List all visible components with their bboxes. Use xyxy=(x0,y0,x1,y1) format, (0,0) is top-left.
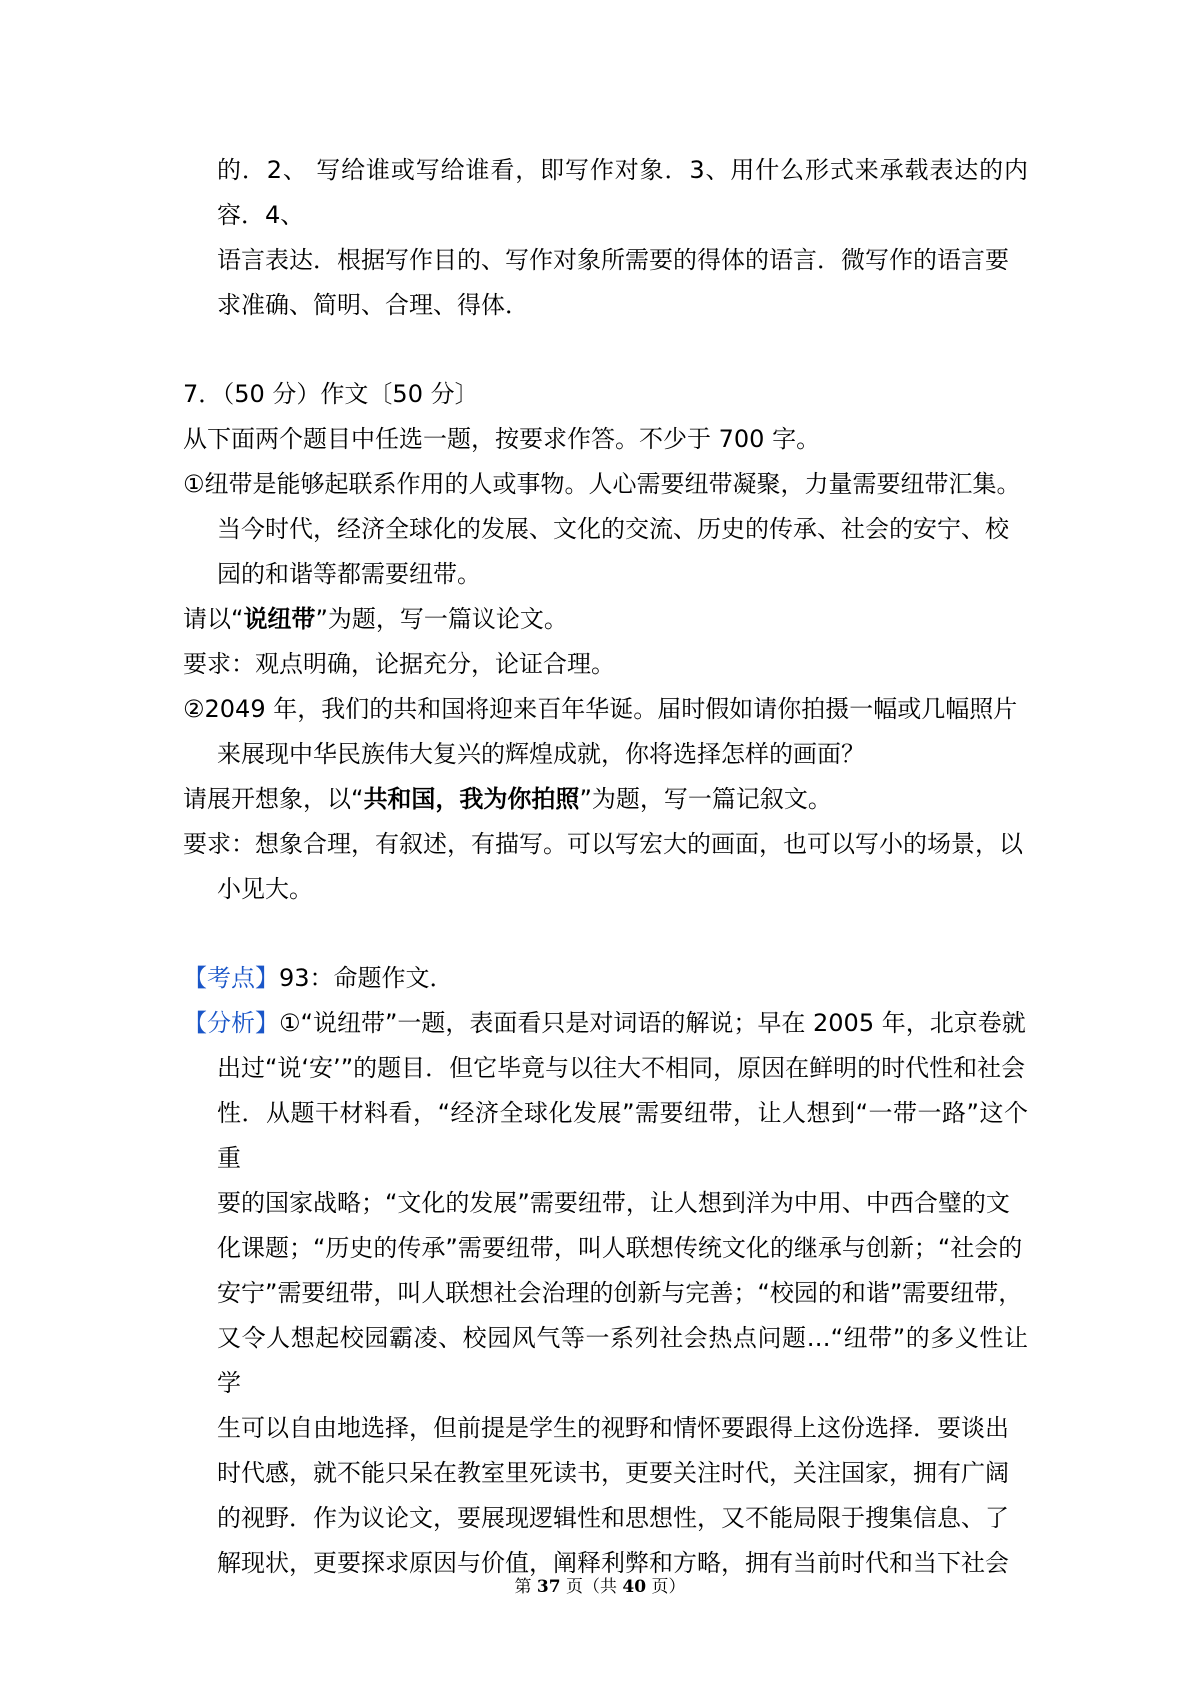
fenxi-line: 性．从题干材料看，“经济全球化发展”需要纽带，让人想到“一带一路”这个重 xyxy=(217,1099,1028,1172)
fenxi-label: 【分析】 xyxy=(183,1009,279,1037)
fenxi-body xyxy=(183,1046,1028,1586)
kaodian-line xyxy=(183,956,1028,1001)
topic1-requirement: 要求：观点明确，论据充分，论证合理。 xyxy=(183,650,615,678)
question-heading: 7．（50 分）作文〔50 分〕 xyxy=(183,380,479,408)
intro-line-2: 语言表达．根据写作目的、写作对象所需要的得体的语言．微写作的语言要 xyxy=(217,246,1009,274)
fenxi-line: 的视野．作为议论文，要展现逻辑性和思想性，又不能局限于搜集信息、了 xyxy=(217,1504,1009,1532)
topic2-prompt-after: ”为题，写一篇记叙文。 xyxy=(579,785,832,813)
footer-current-page: 37 xyxy=(536,1577,561,1597)
kaodian-text: 93：命题作文． xyxy=(279,964,454,992)
topic1-prompt-after: ”为题，写一篇议论文。 xyxy=(315,605,568,633)
fenxi-first-text: ①“说纽带”一题，表面看只是对词语的解说；早在 2005 年，北京卷就 xyxy=(279,1009,1026,1037)
topic1-prompt-before: 请以“ xyxy=(183,605,244,633)
fenxi-line: 又令人想起校园霸凌、校园风气等一系列社会热点问题…“纽带”的多义性让学 xyxy=(217,1324,1028,1397)
page-content xyxy=(183,148,1028,1586)
topic2-line-1: ②2049 年，我们的共和国将迎来百年华诞。届时假如请你拍摄一幅或几幅照片 xyxy=(183,695,1018,723)
intro-line-3: 求准确、简明、合理、得体． xyxy=(217,291,529,319)
question-instruction: 从下面两个题目中任选一题，按要求作答。不少于 700 字。 xyxy=(183,425,821,453)
topic2-line-2: 来展现中华民族伟大复兴的辉煌成就，你将选择怎样的画面？ xyxy=(217,740,865,768)
fenxi-line: 时代感，就不能只呆在教室里死读书，更要关注时代，关注国家，拥有广阔 xyxy=(217,1459,1009,1487)
topic2-requirement-line-2: 小见大。 xyxy=(217,875,313,903)
footer-total-pages: 40 xyxy=(622,1577,647,1597)
fenxi-line: 解现状，更要探求原因与价值，阐释利弊和方略，拥有当前时代和当下社会 xyxy=(217,1549,1009,1577)
footer-suffix: 页） xyxy=(646,1577,686,1597)
kaodian-label: 【考点】 xyxy=(183,964,279,992)
topic2-prompt-title: 共和国，我为你拍照 xyxy=(363,785,580,813)
intro-line-1: 的．2、 写给谁或写给谁看，即写作对象．3、用什么形式来承载表达的内容．4、 xyxy=(217,156,1028,229)
fenxi-line: 化课题；“历史的传承”需要纽带，叫人联想传统文化的继承与创新；“社会的 xyxy=(217,1234,1023,1262)
topic2-prompt xyxy=(183,777,1028,822)
topic1-line-2: 当今时代，经济全球化的发展、文化的交流、历史的传承、社会的安宁、校 xyxy=(217,515,1009,543)
topic2-prompt-before: 请展开想象，以“ xyxy=(183,785,364,813)
spacer xyxy=(183,328,1028,372)
topic2-requirement-line-1: 要求：想象合理，有叙述，有描写。可以写宏大的画面，也可以写小的场景，以 xyxy=(183,830,1023,858)
page-footer xyxy=(0,1572,1200,1597)
fenxi-line: 要的国家战略；“文化的发展”需要纽带，让人想到洋为中用、中西合璧的文 xyxy=(217,1189,1010,1217)
topic1-prompt-title: 说纽带 xyxy=(243,605,316,633)
fenxi-line: 安宁”需要纽带，叫人联想社会治理的创新与完善；“校园的和谐”需要纽带， xyxy=(217,1279,1023,1307)
topic1-prompt xyxy=(183,597,1028,642)
footer-prefix: 第 xyxy=(514,1577,537,1597)
fenxi-line: 生可以自由地选择，但前提是学生的视野和情怀要跟得上这份选择．要谈出 xyxy=(217,1414,1009,1442)
spacer xyxy=(183,912,1028,956)
fenxi-line-1 xyxy=(183,1001,1028,1046)
topic1-line-1: ①纽带是能够起联系作用的人或事物。人心需要纽带凝聚，力量需要纽带汇集。 xyxy=(183,470,1021,498)
topic1-line-3: 园的和谐等都需要纽带。 xyxy=(217,560,481,588)
footer-middle: 页（共 xyxy=(560,1577,623,1597)
fenxi-line: 出过“说‘安’”的题目．但它毕竟与以往大不相同，原因在鲜明的时代性和社会 xyxy=(217,1054,1026,1082)
